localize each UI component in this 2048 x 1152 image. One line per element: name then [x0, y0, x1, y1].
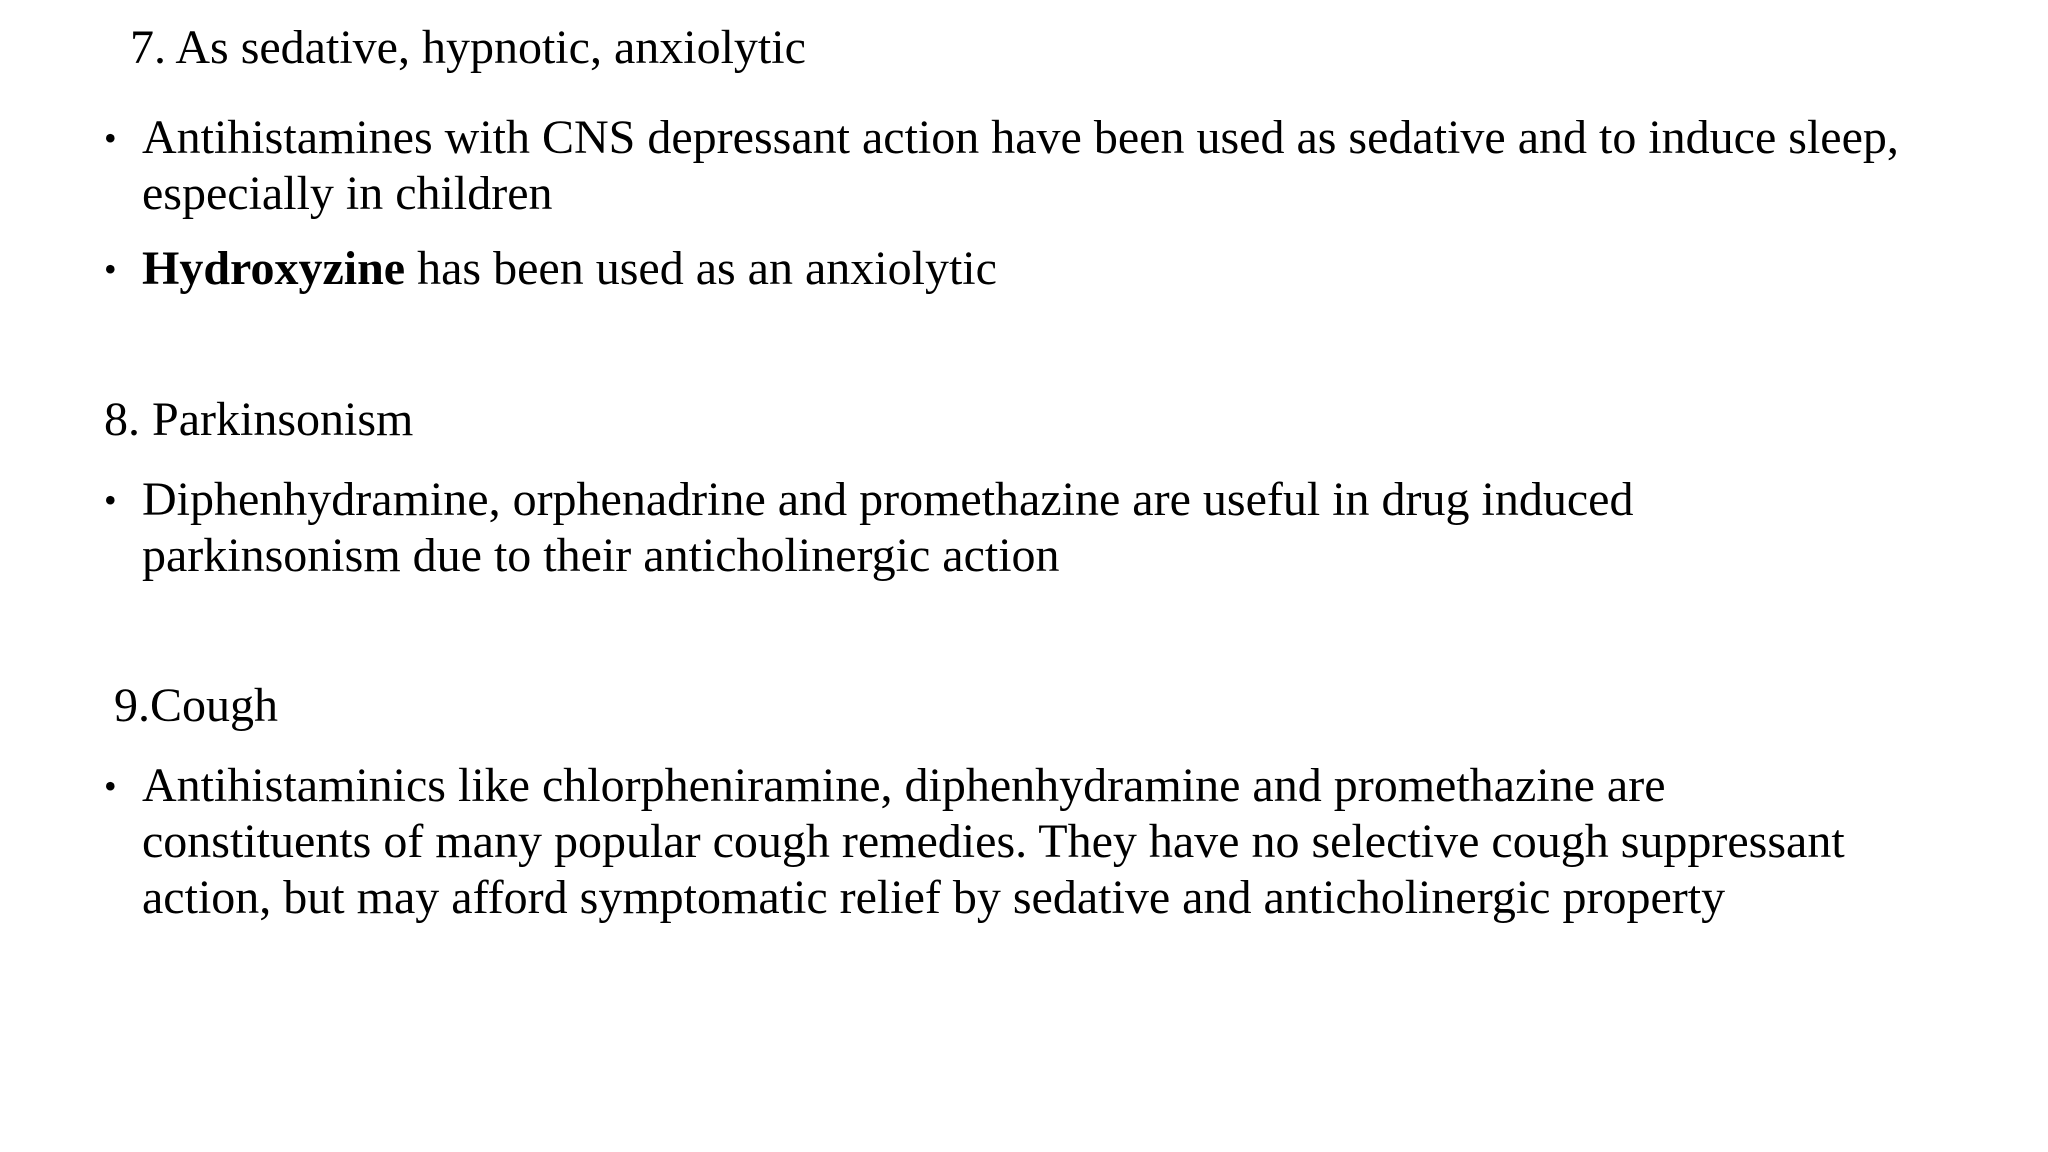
bullet-line-rest: has been used as an anxiolytic — [405, 242, 997, 295]
bullet-dot-icon: • — [104, 249, 117, 289]
bullet-text — [142, 758, 2042, 926]
bullet-text — [142, 472, 2042, 584]
bullet-line — [142, 241, 2042, 297]
drug-name-bold: Hydroxyzine — [142, 242, 406, 295]
section-heading-cough: 9.Cough — [114, 679, 279, 732]
bullet-line: Antihistaminics like chlorpheniramine, diphenhydramine and promethazine are — [142, 759, 1666, 812]
bullet-line: especially in children — [142, 167, 553, 220]
bullet-line: action, but may afford symptomatic relief by sedative and anticholinergic property — [142, 871, 1726, 924]
bullet-dot-icon: • — [104, 480, 117, 520]
bullet-line: Antihistamines with CNS depressant action have been used as sedative and to induce sleep, — [142, 111, 1899, 164]
bullet-dot-icon: • — [104, 766, 117, 806]
section-heading-parkinsonism: 8. Parkinsonism — [104, 393, 414, 446]
bullet-line: constituents of many popular cough remedies. They have no selective cough suppressant — [142, 815, 1845, 868]
section-heading-sedative: 7. As sedative, hypnotic, anxiolytic — [130, 21, 806, 74]
bullet-dot-icon: • — [104, 118, 117, 158]
bullet-text — [142, 110, 2042, 222]
bullet-line: parkinsonism due to their anticholinergic action — [142, 529, 1060, 582]
bullet-line: Diphenhydramine, orphenadrine and promethazine are useful in drug induced — [142, 473, 1634, 526]
bullet-text — [142, 241, 2042, 297]
